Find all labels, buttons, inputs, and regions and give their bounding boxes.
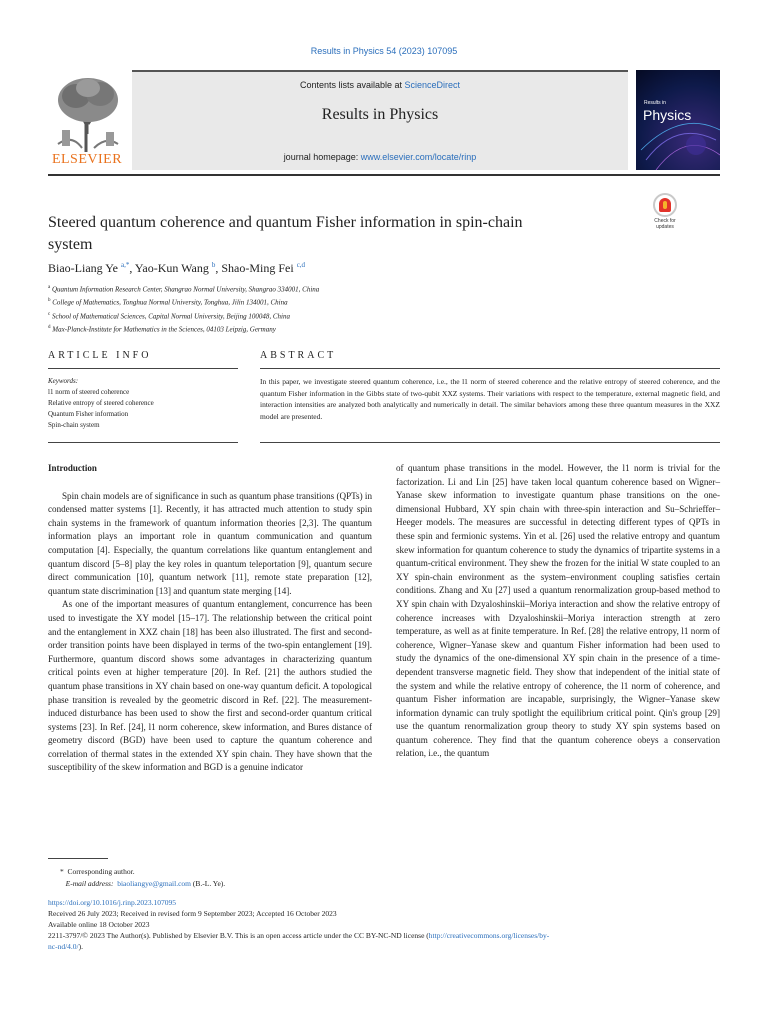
homepage-prefix: journal homepage: — [283, 152, 361, 162]
article-info-rule — [48, 368, 238, 369]
license-link[interactable]: nc-nd/4.0/ — [48, 942, 79, 951]
cover-small-text: Results in — [644, 100, 666, 106]
elsevier-tree-icon — [52, 74, 124, 152]
license-line: 2211-3797/© 2023 The Author(s). Published by Elsevier B.V. This is an open access article under the CC BY-NC-ND license (http://creativecommons.org/licenses/by- nc-nd/4.0/). — [48, 931, 550, 951]
introduction-heading: Introduction — [48, 463, 97, 473]
title-line-2: system — [48, 236, 93, 253]
license-link[interactable]: http://creativecommons.org/licenses/by- — [428, 931, 550, 940]
body-paragraph: of quantum phase transitions in the model. However, the l1 norm is trivial for the factorization. Li and Lin [25] have taken local quantum coherence based on Wigner–Yanase skew information to investigate quantum phase transitions on the one-dimensional Hubbard, XY spin chain with three-spin interaction and Su–Schrieffer–Heeger models. The measures are successful in detecting different types of QPTs in these spin and fermionic systems. Yin et al. [26] used the relative entropy and quantum skew information for quantum coherence to study the dynamics of tripartite systems in a quantum-critical environment. They shew the frozen for the initial W state coupled to an XY spin-chain environment as the system–environment coupling satisfies certain conditions. Zhang and Xu [27] used a quantum renormalization group-based method to XY spin chain with Dzyaloshinskii–Moriya interaction and show the relative entropy of coherence increases with Dzyaloshinskii–Moriya interaction strength at zero temperature, as well as at finite temperature. In Ref. [28] the relative entropy, l1 norm of coherence, Wigner–Yanase skew and quantum Fisher information had been used to study the dynamics of the one-dimensional XY spin chain in the presence of a time-dependent transverse magnetic field. They show that independent of the initial state of the system and while the relative entropy of coherence, the l1 norm of coherence, and quantum Fisher information are incapable, surprisingly, the Wigner–Yanase skew information dynamic can truly spotlight the equilibrium critical point. Qin's group [29] use the quantum renormalization group theory to study XY spin systems based on quantum coherence. They find that the quantum coherence obeys a conservation relation, i.e., the quantum — [396, 463, 720, 759]
author-affil-mark[interactable]: a,* — [121, 261, 130, 269]
sciencedirect-link[interactable]: ScienceDirect — [404, 80, 461, 90]
elsevier-logo[interactable] — [48, 70, 126, 170]
keyword-item: l1 norm of steered coherence — [48, 388, 130, 396]
elsevier-wordmark: ELSEVIER — [51, 152, 123, 167]
keywords-block — [48, 376, 238, 431]
abstract-bottom-rule — [260, 442, 720, 443]
footnote-rule — [48, 858, 108, 859]
article-info-heading: ARTICLE INFO — [48, 350, 152, 361]
contents-line — [132, 80, 628, 90]
body-paragraph: Spin chain models are of significance in such as quantum phase transitions (QPTs) in condensed matter systems [1]. Recently, it has attracted much attention to study spin chain systems in the framework of quantum information theories [2,3]. The quantum information plays an important role in quantum communication and quantum computation [4]. Especially, the quantum correlations like quantum entanglement and quantum discord [5–8] play the key roles in quantum teleportation [9], quantum secure direct communication [10], quantum network [11], remote state preparation [12], quantum state discrimination [13] and quantum state merging [14]. — [48, 490, 372, 596]
body-column-left — [48, 462, 372, 775]
email-link[interactable]: biaoliangye@gmail.com — [117, 879, 191, 888]
author-name[interactable]: Shao-Ming Fei — [221, 261, 294, 275]
available-online: Available online 18 October 2023 — [48, 920, 150, 929]
abstract-heading: ABSTRACT — [260, 350, 337, 361]
abstract-rule — [260, 368, 720, 369]
email-line: E-mail address: biaoliangye@gmail.com (B.-L. Ye). — [65, 879, 226, 888]
footnote — [60, 866, 225, 890]
affiliation-item: $^c$ School of Mathematical Sciences, Capital Normal University, Beijing 100048, China — [48, 311, 290, 320]
journal-cover[interactable] — [636, 70, 720, 170]
paper-title — [48, 212, 608, 256]
affiliations — [48, 282, 319, 335]
affiliation-item: $^b$ College of Mathematics, Tonghua Normal University, Tonghua, Jilin 134001, China — [48, 298, 288, 307]
author-affil-mark[interactable]: c,d — [296, 261, 306, 269]
publication-info — [48, 897, 720, 952]
author-list: Biao-Liang Ye $^{a,*}$, Yao-Kun Wang $^b$, Shao-Ming Fei $^{c,d}$ — [48, 261, 306, 275]
keyword-item: Relative entropy of steered coherence — [48, 399, 154, 407]
body-column-right — [396, 462, 720, 761]
affiliation-item: $^a$ Quantum Information Research Center, Shangrao Normal University, Shangrao 334001, China — [48, 285, 320, 294]
contents-prefix: Contents lists available at — [299, 80, 405, 90]
title-line-1: Steered quantum coherence and quantum Fisher information in spin-chain — [48, 214, 523, 231]
keywords-label: Keywords: — [48, 377, 79, 385]
check-updates-label: Check for updates — [654, 218, 676, 230]
masthead-rule — [48, 174, 720, 176]
homepage-link[interactable]: www.elsevier.com/locate/rinp — [360, 152, 477, 162]
author-name[interactable]: Yao-Kun Wang — [134, 261, 209, 275]
corresponding-author-note: * Corresponding author. — [60, 867, 135, 876]
author-name[interactable]: Biao-Liang Ye — [48, 261, 118, 275]
homepage-line — [132, 152, 628, 162]
check-updates-icon — [653, 193, 677, 217]
keyword-item: Spin-chain system — [48, 421, 100, 429]
author-affil-mark[interactable]: b — [211, 261, 216, 269]
abstract-text: In this paper, we investigate steered quantum coherence, i.e., the l1 norm of steered coherence and the relative entropy of steered coherence, and the quantum Fisher information in the Gibbs state of two-qubit XXZ systems. Their variations with respect to the temperature, external magnetic field, and interaction intensities are analyzed both analytically and numerically in detail. The similar behaviors among these three quantum measures in the XXZ model are presented. — [260, 377, 720, 421]
journal-reference[interactable]: Results in Physics 54 (2023) 107095 — [310, 46, 458, 56]
received-dates: Received 26 July 2023; Received in revised form 9 September 2023; Accepted 16 October 2023 — [48, 909, 337, 918]
journal-masthead — [48, 70, 720, 170]
doi-link[interactable]: https://doi.org/10.1016/j.rinp.2023.107095 — [48, 898, 176, 907]
keyword-item: Quantum Fisher information — [48, 410, 129, 418]
check-for-updates-button[interactable] — [650, 193, 680, 229]
info-bottom-rule — [48, 442, 238, 443]
journal-title: Results in Physics — [321, 106, 439, 123]
masthead-center — [132, 70, 628, 170]
body-paragraph: As one of the important measures of quantum entanglement, concurrence has been used to investigate the XY model [15–17]. The relationship between the critical point and the entanglement in XXZ chain [18] has been also illustrated. The first and second-order transition points have been displayed in terms of the two-spin entanglement [19]. Furthermore, quantum discord shows some advantages in characterizing quantum critical points even at higher temperature [20]. In Ref. [21] the authors studied the quantum phase transitions in XY chain based on one-way quantum deficit. A topological phase transition is revealed by the geometric discord in Ref. [22]. The measurement-induced disturbance has been used to show the first and second-order quantum critical systems [23]. In Ref. [24], l1 norm coherence, skew information, and Bures distance of geometry discord (BGD) have been used to capture the quantum coherence and correlation of thermal states in the extended XY spin chain. They have shown that the susceptibility of the skew information and BGD is a genuine indicator — [48, 599, 372, 773]
cover-big-text: Physics — [643, 107, 692, 123]
affiliation-item: $^d$ Max-Planck-Institute for Mathematics in the Sciences, 04103 Leipzig, Germany — [48, 324, 276, 334]
